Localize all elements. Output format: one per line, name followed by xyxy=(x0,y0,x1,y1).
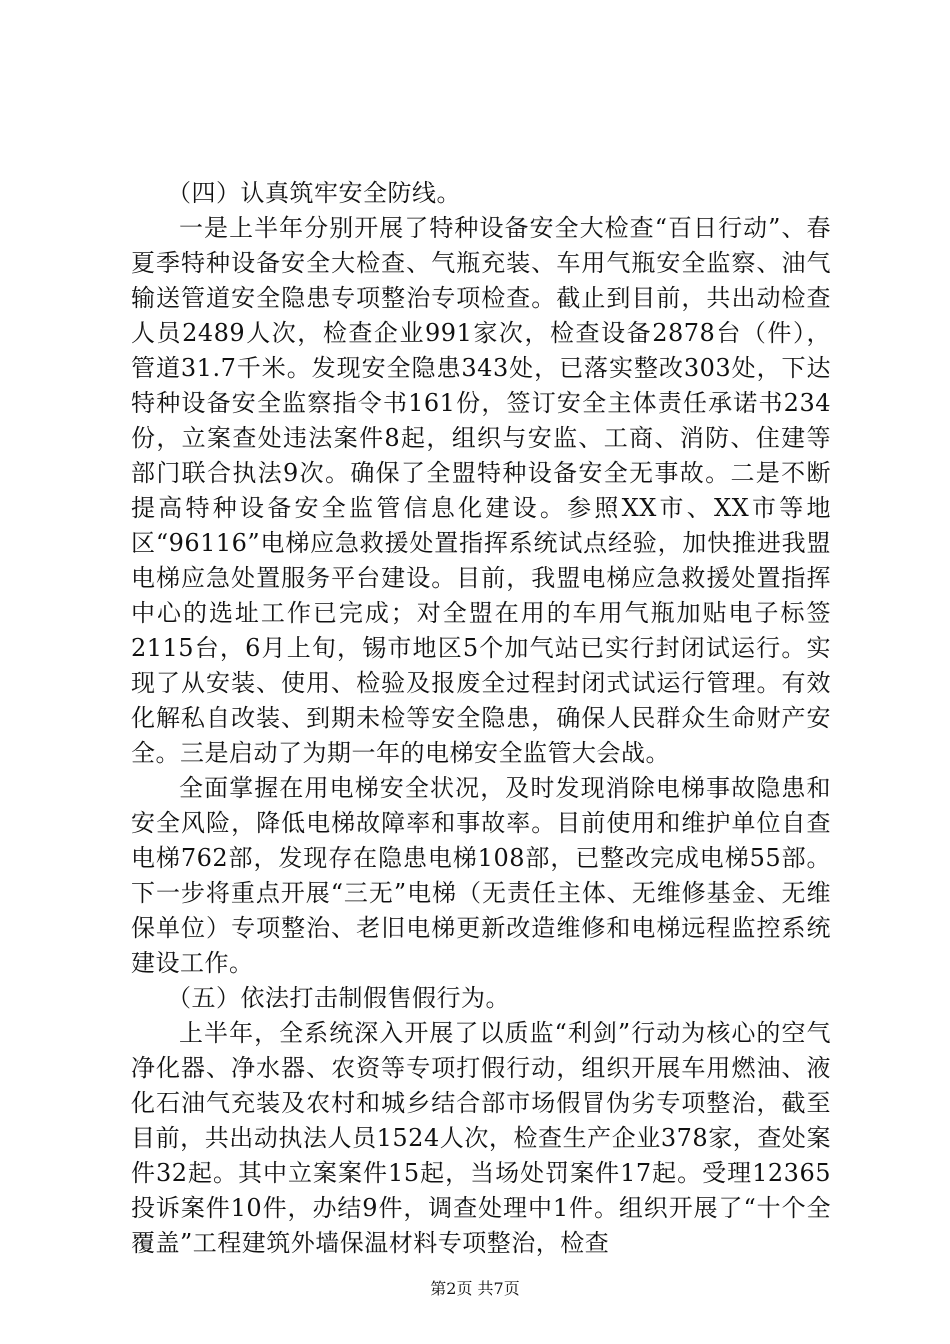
document-body xyxy=(131,176,831,1261)
paragraph-safety-inspections: 一是上半年分别开展了特种设备安全大检查“百日行动”、春夏季特种设备安全大检查、气瓶充装、车用气瓶安全监察、油气输送管道安全隐患专项整治专项检查。截止到目前，共出动检查人员2489人次，检查企业991家次，检查设备2878台（件），管道31.7千米。发现安全隐患343处，已落实整改303处，下达特种设备安全监察指令书161份，签订安全主体责任承诺书234份，立案查处违法案件8起，组织与安监、工商、消防、住建等部门联合执法9次。确保了全盟特种设备安全无事故。二是不断提高特种设备安全监管信息化建设。参照XX市、XX市等地区“96116”电梯应急救援处置指挥系统试点经验，加快推进我盟电梯应急处置服务平台建设。目前，我盟电梯应急救援处置指挥中心的选址工作已完成；对全盟在用的车用气瓶加贴电子标签2115台，6月上旬，锡市地区5个加气站已实行封闭试运行。实现了从安装、使用、检验及报废全过程封闭式试运行管理。有效化解私自改装、到期未检等安全隐患，确保人民群众生命财产安全。三是启动了为期一年的电梯安全监管大会战。 xyxy=(131,214,831,767)
section-heading-five: （五）依法打击制假售假行为。 xyxy=(167,984,510,1012)
page-footer: 第2页 共7页 xyxy=(430,1279,520,1298)
section-heading-four: （四）认真筑牢安全防线。 xyxy=(167,179,461,207)
paragraph-anti-counterfeit: 上半年，全系统深入开展了以质监“利剑”行动为核心的空气净化器、净水器、农资等专项打假行动，组织开展车用燃油、液化石油气充装及农村和城乡结合部市场假冒伪劣专项整治，截至目前，共出动执法人员1524人次，检查生产企业378家，查处案件32起。其中立案案件15起，当场处罚案件17起。受理12365投诉案件10件，办结9件，调查处理中1件。组织开展了“十个全覆盖”工程建筑外墙保温材料专项整治，检查 xyxy=(131,1019,831,1257)
paragraph-elevator-safety: 全面掌握在用电梯安全状况，及时发现消除电梯事故隐患和安全风险，降低电梯故障率和事故率。目前使用和维护单位自查电梯762部，发现存在隐患电梯108部，已整改完成电梯55部。下一步将重点开展“三无”电梯（无责任主体、无维修基金、无维保单位）专项整治、老旧电梯更新改造维修和电梯远程监控系统建设工作。 xyxy=(131,774,831,977)
